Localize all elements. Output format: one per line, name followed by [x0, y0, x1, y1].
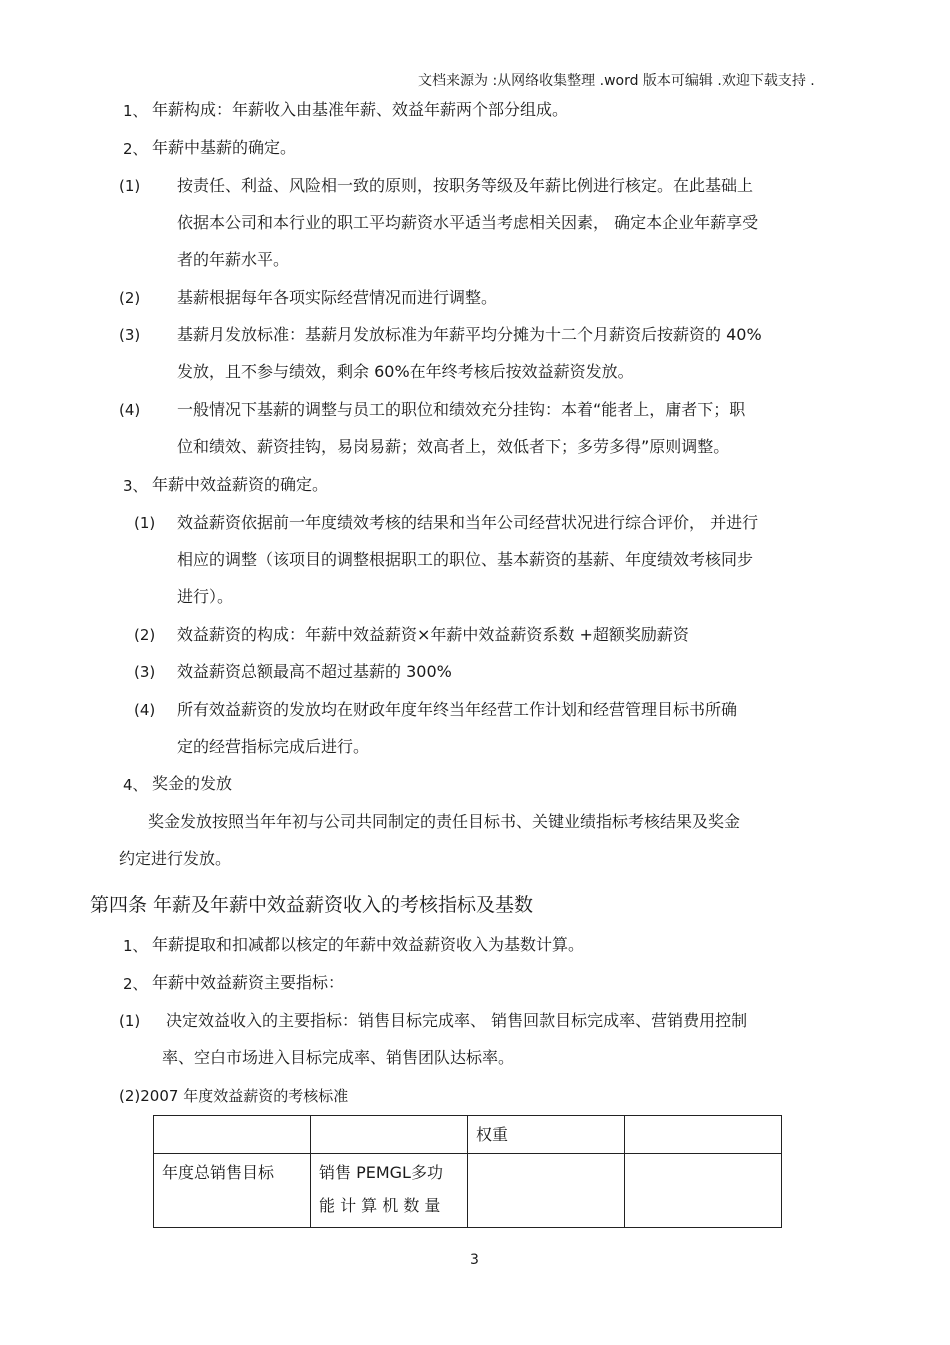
table-header-cell [625, 1116, 782, 1154]
assessment-standard-table [153, 1115, 782, 1228]
item-text: 定的经营指标完成后进行。 [177, 737, 370, 756]
table-header-row [154, 1116, 782, 1154]
item-number: (2) [134, 626, 156, 644]
table-caption: (2)2007 年度效益薪资的考核标准 [119, 1087, 349, 1105]
item-text: 相应的调整（该项目的调整根据职工的职位、基本薪资的基薪、年度绩效考核同步 [177, 550, 754, 569]
paragraph-text: 约定进行发放。 [119, 849, 232, 868]
item-number: (1) [119, 1012, 141, 1030]
section-text: 年薪中基薪的确定。 [152, 138, 297, 157]
table-cell-line: 能 计 算 机 数 量 [319, 1196, 441, 1215]
section-number: 2、 [123, 140, 148, 158]
table-cell: 年度总销售目标 [154, 1154, 311, 1228]
item-text: 按责任、利益、风险相一致的原则，按职务等级及年薪比例进行核定。在此基础上 [177, 176, 754, 195]
item-number: (4) [119, 401, 141, 419]
item-number: (2) [119, 289, 141, 307]
item-text: 效益薪资总额最高不超过基薪的 300% [177, 662, 452, 681]
item-text: 基薪月发放标准：基薪月发放标准为年薪平均分摊为十二个月薪资后按薪资的 40% [177, 325, 762, 344]
section-text: 年薪中效益薪资主要指标： [152, 973, 345, 992]
item-text: 效益薪资依据前一年度绩效考核的结果和当年公司经营状况进行综合评价， 并进行 [177, 513, 759, 532]
section-number: 1、 [123, 937, 148, 955]
paragraph-text: 奖金发放按照当年年初与公司共同制定的责任目标书、关键业绩指标考核结果及奖金 [148, 812, 741, 831]
item-text: 发放，且不参与绩效，剩余 60%在年终考核后按效益薪资发放。 [177, 362, 634, 381]
item-text: 基薪根据每年各项实际经营情况而进行调整。 [177, 288, 498, 307]
page-header: 文档来源为 :从网络收集整理 .word 版本可编辑 .欢迎下载支持 . [418, 73, 815, 89]
section-number: 1、 [123, 102, 148, 120]
table-cell [625, 1154, 782, 1228]
item-text: 率、空白市场进入目标完成率、销售团队达标率。 [162, 1048, 515, 1067]
section-text: 奖金的发放 [152, 774, 233, 793]
item-text: 效益薪资的构成：年薪中效益薪资×年薪中效益薪资系数 +超额奖励薪资 [177, 625, 689, 644]
section-text: 年薪提取和扣减都以核定的年薪中效益薪资收入为基数计算。 [152, 935, 585, 954]
item-text: 一般情况下基薪的调整与员工的职位和绩效充分挂钩：本着“能者上，庸者下；职 [177, 400, 746, 419]
item-text: 位和绩效、薪资挂钩，易岗易薪；效高者上，效低者下；多劳多得”原则调整。 [177, 437, 730, 456]
item-text: 进行）。 [177, 587, 234, 606]
table-header-cell [154, 1116, 311, 1154]
table-cell [311, 1154, 468, 1228]
item-number: (4) [134, 701, 156, 719]
item-text: 决定效益收入的主要指标：销售目标完成率、 销售回款目标完成率、营销费用控制 [166, 1011, 748, 1030]
table-header-cell [311, 1116, 468, 1154]
table-row [154, 1154, 782, 1228]
table-cell-line: 销售 PEMGL多功 [319, 1163, 443, 1182]
section-number: 2、 [123, 975, 148, 993]
item-number: (1) [134, 514, 156, 532]
item-number: (3) [119, 326, 141, 344]
item-text: 者的年薪水平。 [177, 250, 290, 269]
item-text: 所有效益薪资的发放均在财政年度年终当年经营工作计划和经营管理目标书所确 [177, 700, 738, 719]
section-text: 年薪构成：年薪收入由基准年薪、效益年薪两个部分组成。 [152, 100, 569, 119]
section-text: 年薪中效益薪资的确定。 [152, 475, 329, 494]
section-number: 4、 [123, 776, 148, 794]
item-text: 依据本公司和本行业的职工平均薪资水平适当考虑相关因素， 确定本企业年薪享受 [177, 213, 759, 232]
page-number: 3 [470, 1252, 479, 1268]
section-number: 3、 [123, 477, 148, 495]
table-cell [468, 1154, 625, 1228]
table-header-cell-weight: 权重 [468, 1116, 625, 1154]
item-number: (3) [134, 663, 156, 681]
article-heading: 第四条 年薪及年薪中效益薪资收入的考核指标及基数 [90, 894, 534, 916]
item-number: (1) [119, 177, 141, 195]
